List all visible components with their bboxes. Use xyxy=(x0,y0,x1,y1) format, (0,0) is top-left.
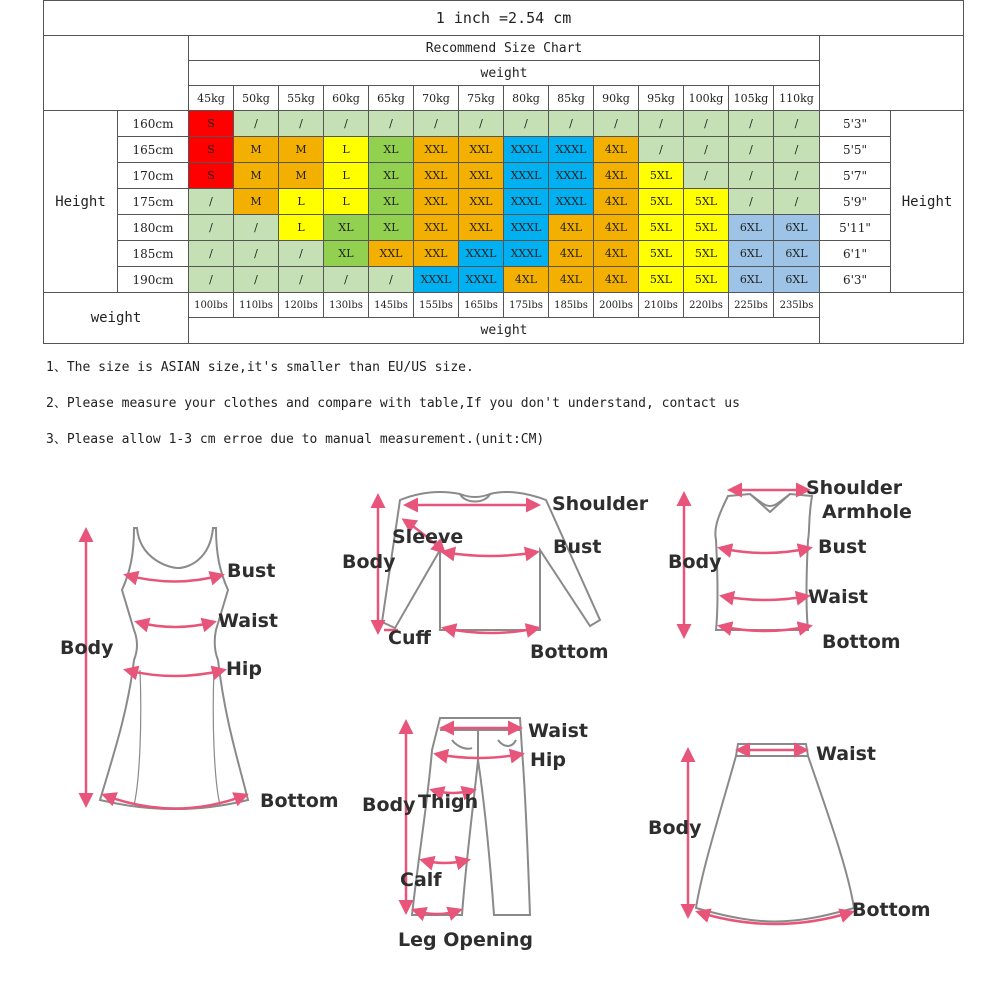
size-cell: 4XL xyxy=(594,163,639,189)
size-cell: / xyxy=(414,111,459,137)
vest-bust-label: Bust xyxy=(818,536,867,558)
height-row xyxy=(44,137,964,163)
size-cell: / xyxy=(279,241,324,267)
size-cell: / xyxy=(729,163,774,189)
size-cell: M xyxy=(234,137,279,163)
height-ft-cell: 6'3" xyxy=(820,267,891,293)
weight-kg-cell: 90kg xyxy=(594,86,639,111)
size-cell: / xyxy=(729,189,774,215)
size-cell: XXL xyxy=(414,189,459,215)
size-cell: / xyxy=(774,163,820,189)
size-cell: XXL xyxy=(414,241,459,267)
weight-kg-cell: 75kg xyxy=(459,86,504,111)
size-cell: XXXL xyxy=(549,163,594,189)
skirt-diagram xyxy=(696,744,854,922)
weight-lbs-cell: 100lbs xyxy=(189,293,234,318)
size-cell: L xyxy=(279,189,324,215)
weight-kg-cell: 110kg xyxy=(774,86,820,111)
weight-kg-cell: 100kg xyxy=(684,86,729,111)
size-cell: / xyxy=(684,163,729,189)
pants-hip-label: Hip xyxy=(530,749,567,771)
size-cell: / xyxy=(189,189,234,215)
chart-title: 1 inch =2.54 cm xyxy=(44,1,964,36)
height-ft-cell: 5'3" xyxy=(820,111,891,137)
size-cell: XL xyxy=(369,215,414,241)
dress-hip-label: Hip xyxy=(226,658,263,680)
vest-waist-label: Waist xyxy=(808,586,869,608)
weight-kg-cell: 50kg xyxy=(234,86,279,111)
size-cell: XL xyxy=(324,215,369,241)
weight-kg-cell: 70kg xyxy=(414,86,459,111)
weight-lbs-cell: 130lbs xyxy=(324,293,369,318)
weight-label-left: weight xyxy=(44,293,189,344)
size-cell: 6XL xyxy=(729,241,774,267)
weight-kg-cell: 65kg xyxy=(369,86,414,111)
weight-lbs-cell: 165lbs xyxy=(459,293,504,318)
size-cell: 5XL xyxy=(639,189,684,215)
vest-body-label: Body xyxy=(668,551,722,573)
size-cell: XXL xyxy=(459,215,504,241)
size-cell: XL xyxy=(369,189,414,215)
size-cell: 4XL xyxy=(594,189,639,215)
size-cell: 6XL xyxy=(729,215,774,241)
pants-waist-label: Waist xyxy=(528,720,589,742)
size-cell: XXXL xyxy=(549,189,594,215)
size-cell: / xyxy=(639,137,684,163)
size-cell: / xyxy=(684,111,729,137)
size-cell: XXL xyxy=(414,137,459,163)
height-label-right: Height xyxy=(891,111,964,293)
size-cell: L xyxy=(324,163,369,189)
size-cell: M xyxy=(234,189,279,215)
height-row xyxy=(44,241,964,267)
shirt-bust-label: Bust xyxy=(553,536,602,558)
height-cm-cell: 175cm xyxy=(118,189,189,215)
size-cell: XXL xyxy=(414,163,459,189)
size-cell: XXL xyxy=(369,241,414,267)
size-cell: / xyxy=(639,111,684,137)
height-row xyxy=(44,189,964,215)
size-cell: M xyxy=(234,163,279,189)
size-cell: S xyxy=(189,163,234,189)
height-ft-cell: 5'9" xyxy=(820,189,891,215)
size-cell: / xyxy=(189,215,234,241)
height-row xyxy=(44,267,964,293)
height-cm-cell: 180cm xyxy=(118,215,189,241)
height-row xyxy=(44,163,964,189)
weight-lbs-cell: 220lbs xyxy=(684,293,729,318)
size-cell: 5XL xyxy=(684,215,729,241)
size-cell: XXXL xyxy=(459,241,504,267)
weight-kg-cell: 80kg xyxy=(504,86,549,111)
size-cell: 6XL xyxy=(729,267,774,293)
height-cm-cell: 190cm xyxy=(118,267,189,293)
dress-body-label: Body xyxy=(60,637,114,659)
size-cell: / xyxy=(594,111,639,137)
weight-lbs-cell: 120lbs xyxy=(279,293,324,318)
weight-kg-cell: 45kg xyxy=(189,86,234,111)
size-cell: 5XL xyxy=(684,241,729,267)
size-cell: 4XL xyxy=(594,215,639,241)
size-cell: 4XL xyxy=(549,267,594,293)
size-cell: M xyxy=(279,163,324,189)
size-cell: M xyxy=(279,137,324,163)
height-cm-cell: 165cm xyxy=(118,137,189,163)
size-cell: / xyxy=(774,189,820,215)
weight-lbs-cell: 200lbs xyxy=(594,293,639,318)
weight-lbs-cell: 225lbs xyxy=(729,293,774,318)
size-cell: L xyxy=(324,189,369,215)
size-cell: XXXL xyxy=(459,267,504,293)
size-cell: XL xyxy=(324,241,369,267)
size-cell: / xyxy=(369,111,414,137)
shirt-shoulder-label: Shoulder xyxy=(552,493,649,515)
dress-bottom-label: Bottom xyxy=(260,790,339,812)
size-cell: / xyxy=(504,111,549,137)
shirt-bottom-label: Bottom xyxy=(530,641,609,663)
weight-kg-cell: 95kg xyxy=(639,86,684,111)
vest-bottom-label: Bottom xyxy=(822,631,901,653)
size-cell: / xyxy=(684,137,729,163)
size-cell: / xyxy=(234,111,279,137)
size-cell: XXL xyxy=(459,137,504,163)
size-cell: 4XL xyxy=(594,267,639,293)
pants-calf-label: Calf xyxy=(400,869,442,891)
size-cell: / xyxy=(369,267,414,293)
weight-lbs-cell: 175lbs xyxy=(504,293,549,318)
size-cell: / xyxy=(774,111,820,137)
size-cell: XXXL xyxy=(504,189,549,215)
height-row xyxy=(44,215,964,241)
measurement-diagrams xyxy=(0,460,1000,1000)
height-ft-cell: 5'7" xyxy=(820,163,891,189)
size-cell: 4XL xyxy=(594,241,639,267)
size-cell: S xyxy=(189,111,234,137)
shirt-body-label: Body xyxy=(342,551,396,573)
height-ft-cell: 6'1" xyxy=(820,241,891,267)
weight-lbs-cell: 155lbs xyxy=(414,293,459,318)
height-cm-cell: 170cm xyxy=(118,163,189,189)
size-cell: / xyxy=(234,215,279,241)
size-cell: 6XL xyxy=(774,241,820,267)
vest-diagram xyxy=(715,494,812,630)
size-cell: / xyxy=(234,241,279,267)
size-notes xyxy=(46,356,986,464)
skirt-bottom-label: Bottom xyxy=(852,899,931,921)
size-cell: / xyxy=(234,267,279,293)
size-table xyxy=(43,0,964,344)
size-cell: XXL xyxy=(459,189,504,215)
size-cell: / xyxy=(729,137,774,163)
size-cell: 6XL xyxy=(774,267,820,293)
size-cell: 5XL xyxy=(639,241,684,267)
size-chart xyxy=(43,0,964,350)
size-cell: L xyxy=(279,215,324,241)
size-cell: 4XL xyxy=(549,241,594,267)
height-cm-cell: 185cm xyxy=(118,241,189,267)
size-cell: / xyxy=(279,267,324,293)
size-cell: XXL xyxy=(414,215,459,241)
weight-lbs-cell: 210lbs xyxy=(639,293,684,318)
shirt-sleeve-label: Sleeve xyxy=(392,526,464,548)
size-cell: 5XL xyxy=(684,189,729,215)
size-cell: XXXL xyxy=(504,163,549,189)
shirt-cuff-label: Cuff xyxy=(388,627,431,649)
weight-lbs-cell: 185lbs xyxy=(549,293,594,318)
note-3: 3、Please allow 1-3 cm erroe due to manual measurement.(unit:CM) xyxy=(46,432,545,447)
height-ft-cell: 5'5" xyxy=(820,137,891,163)
size-cell: XXXL xyxy=(504,241,549,267)
size-cell: XXXL xyxy=(414,267,459,293)
chart-header: Recommend Size Chart xyxy=(189,36,820,61)
size-cell: / xyxy=(324,111,369,137)
size-cell: 5XL xyxy=(639,215,684,241)
size-cell: / xyxy=(459,111,504,137)
pants-leg-opening-label: Leg Opening xyxy=(398,929,534,951)
note-2: 2、Please measure your clothes and compare with table,If you don't understand, contact us xyxy=(46,396,740,411)
dress-waist-label: Waist xyxy=(218,610,279,632)
size-cell: XL xyxy=(369,163,414,189)
corner-cell-bottom-right xyxy=(820,293,964,344)
size-cell: XXL xyxy=(459,163,504,189)
weight-kg-cell: 85kg xyxy=(549,86,594,111)
size-cell: 6XL xyxy=(774,215,820,241)
size-cell: 4XL xyxy=(549,215,594,241)
vest-shoulder-label: Shoulder xyxy=(806,477,903,499)
size-cell: 5XL xyxy=(639,267,684,293)
size-cell: XXXL xyxy=(504,215,549,241)
dress-bust-label: Bust xyxy=(227,560,276,582)
size-cell: / xyxy=(729,111,774,137)
size-cell: XXXL xyxy=(549,137,594,163)
size-cell: / xyxy=(774,137,820,163)
note-1: 1、The size is ASIAN size,it's smaller than EU/US size. xyxy=(46,360,474,375)
size-cell: / xyxy=(189,267,234,293)
size-cell: XXXL xyxy=(504,137,549,163)
size-cell: S xyxy=(189,137,234,163)
size-cell: / xyxy=(279,111,324,137)
size-cell: / xyxy=(549,111,594,137)
weight-header: weight xyxy=(189,61,820,86)
height-row xyxy=(44,111,964,137)
skirt-waist-label: Waist xyxy=(816,743,877,765)
size-cell: L xyxy=(324,137,369,163)
height-cm-cell: 160cm xyxy=(118,111,189,137)
weight-kg-cell: 55kg xyxy=(279,86,324,111)
weight-lbs-cell: 235lbs xyxy=(774,293,820,318)
pants-thigh-label: Thigh xyxy=(418,791,479,813)
pants-body-label: Body xyxy=(362,794,416,816)
skirt-body-label: Body xyxy=(648,817,702,839)
size-cell: 4XL xyxy=(504,267,549,293)
weight-kg-cell: 105kg xyxy=(729,86,774,111)
size-cell: 5XL xyxy=(639,163,684,189)
size-cell: 5XL xyxy=(684,267,729,293)
size-cell: 4XL xyxy=(594,137,639,163)
height-label-left: Height xyxy=(44,111,118,293)
weight-lbs-cell: 110lbs xyxy=(234,293,279,318)
height-ft-cell: 5'11" xyxy=(820,215,891,241)
size-cell: XL xyxy=(369,137,414,163)
size-cell: / xyxy=(324,267,369,293)
weight-lbs-cell: 145lbs xyxy=(369,293,414,318)
weight-kg-cell: 60kg xyxy=(324,86,369,111)
corner-cell xyxy=(44,36,189,111)
corner-cell-right xyxy=(820,36,964,111)
size-cell: / xyxy=(189,241,234,267)
weight-lbs-row xyxy=(44,293,964,318)
measurement-illustrations xyxy=(0,460,1000,1000)
vest-armhole-label: Armhole xyxy=(822,501,912,523)
shirt-measure-lines xyxy=(378,496,538,633)
weight-footer: weight xyxy=(189,318,820,344)
